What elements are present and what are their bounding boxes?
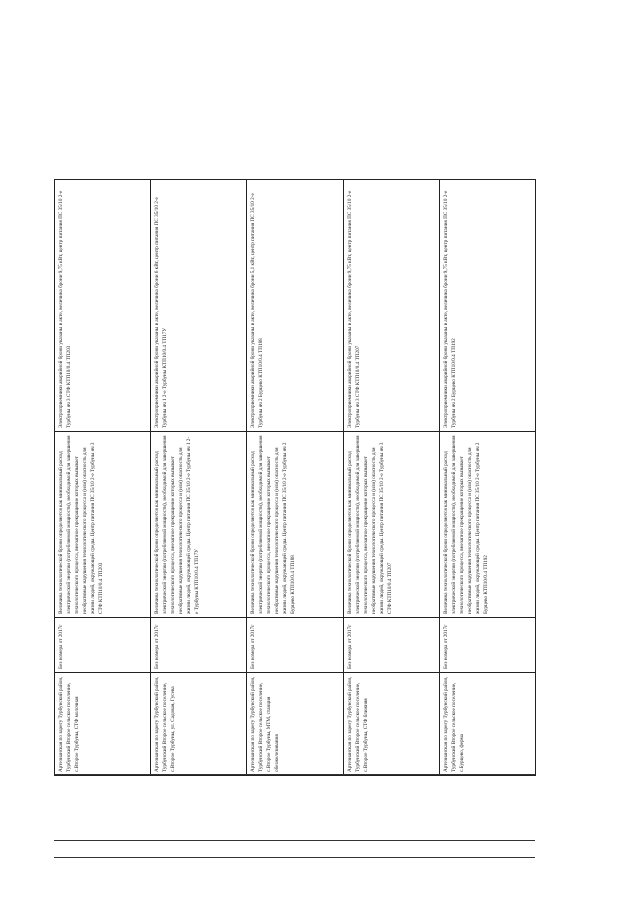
location-cell: Артезианская по зарегу Турбунский район, Турбунский Второе сельское поселение, с.Второе Турбуны, СТФ ближняя [344, 673, 440, 776]
description-cell: Величина технологической брони определяется как минимальный расход электрической энергии (потребляемой мощности), необходимой для завершения технологического процесса, внезапное прекращение которых вызывает необратимые нарушения технологического процесса и (или) опасность для жизни людей, окружающей среды. Центр питания ПС 35/10 2-е Турбуны яч 3 СТФ КТП10/0.4 ТП203 [55, 432, 151, 618]
description-cell: Величина технологической брони определяется как минимальный расход электрической энергии (потребляемой мощности), необходимой для завершения технологического процесса, внезапное прекращение которых вызывает необратимые нарушения технологического процесса и (или) опасность для жизни людей, окружающей среды. Центр питания ПС 35/10 2-е Турбуны яч 2 Бурцево КТП10/0.4 ТП192 [440, 432, 536, 618]
description-cell: Величина технологической брони определяется как минимальный расход электрической энергии (потребляемой мощности), необходимой для завершения технологического процесса, внезапное прекращение которых вызывает необратимые нарушения технологического процесса и (или) опасность для жизни людей, окружающей среды. Центр питания ПС 35/10 2-е Турбуны яч 2 Бурцево КТП10/0.4 ТП188 [247, 432, 344, 618]
table-row [151, 180, 247, 776]
date-cell: Без номера от 2017г [440, 618, 536, 673]
notes-cell: Электроприемники аварийной брони указаны в акте, величина брони 5,1 кВт, центр питания ПС 35/10 2-е Турбуны яч 2 Бурцево КТП10/0.4 ТП188 [247, 180, 344, 432]
table-row [247, 180, 344, 776]
location-cell: Артезианская по зарегу Турбунский район, Турбунский Второе сельское поселение, с.Второе Турбуны, МТМ, станция обезжелезивания [247, 673, 344, 776]
footer-rule [54, 840, 535, 841]
table-row [55, 180, 151, 776]
rotated-page-content [54, 180, 535, 776]
description-cell: Величина технологической брони определяется как минимальный расход электрической энергии (потребляемой мощности), необходимой для завершения технологического процесса, внезапное прекращение которых вызывает необратимые нарушения технологического процесса и (или) опасность для жизни людей, окружающей среды. Центр питания ПС 35/10 2-е Турбуны яч 1 2-е Турбуны КТП10/0.4 ТП17У [151, 432, 247, 618]
notes-cell: Электроприемники аварийной брони указаны в акте, величина брони 6 кВт, центр питания ПС 35/10 2-е Турбуны яч 1 2-е Турбуны КТП10/0.4 ТП17У [151, 180, 247, 432]
date-cell: Без номера от 2017г [344, 618, 440, 673]
table-row [440, 180, 536, 776]
date-cell: Без номера от 2017г [55, 618, 151, 673]
description-cell: Величина технологической брони определяется как минимальный расход электрической энергии (потребляемой мощности), необходимой для завершения технологического процесса, внезапное прекращение которых вызывает необратимые нарушения технологического процесса и (или) опасность для жизни людей, окружающей среды. Центр питания ПС 35/10 2-е Турбуны яч 3 СТФ КТП10/0.4 ТП207 [344, 432, 440, 618]
location-cell: Артезианская по зарегу Турбунский район, Турбунский Второе сельское поселение, с.Бурцево, ферма [440, 673, 536, 776]
notes-cell: Электроприемники аварийной брони указаны в акте, величина брони 9,75 кВт, центр питания ПС 35/10 2-е Турбуны яч 2 Бурцево КТП10/0.4 ТП192 [440, 180, 536, 432]
notes-cell: Электроприемники аварийной брони указаны в акте, величина брони 9,75 кВт, центр питания ПС 35/10 2-е Турбуны яч 3 СТФ КТП10/0.4 ТП207 [344, 180, 440, 432]
location-cell: Артезианская по зарегу Турбунский район, Турбунский Второе сельское поселение, с.Второе Турбуны, СТФ молочная [55, 673, 151, 776]
table-row [344, 180, 440, 776]
date-cell: Без номера от 2017г [247, 618, 344, 673]
reservation-table [54, 179, 536, 776]
table-bottom-rule [54, 774, 535, 775]
notes-cell: Электроприемники аварийной брони указаны в акте, величина брони 9,75 кВт, центр питания ПС 35/10 2-е Турбуны яч 3 СТФ КТП10/0.4 ТП203 [55, 180, 151, 432]
date-cell: Без номера от 2017г [151, 618, 247, 673]
location-cell: Артезианская по зарегу Турбунский район, Турбунский Второе сельское поселение, с.Второе Турбуны, ул. Садовая, Гусева [151, 673, 247, 776]
footer-rule [54, 857, 535, 858]
